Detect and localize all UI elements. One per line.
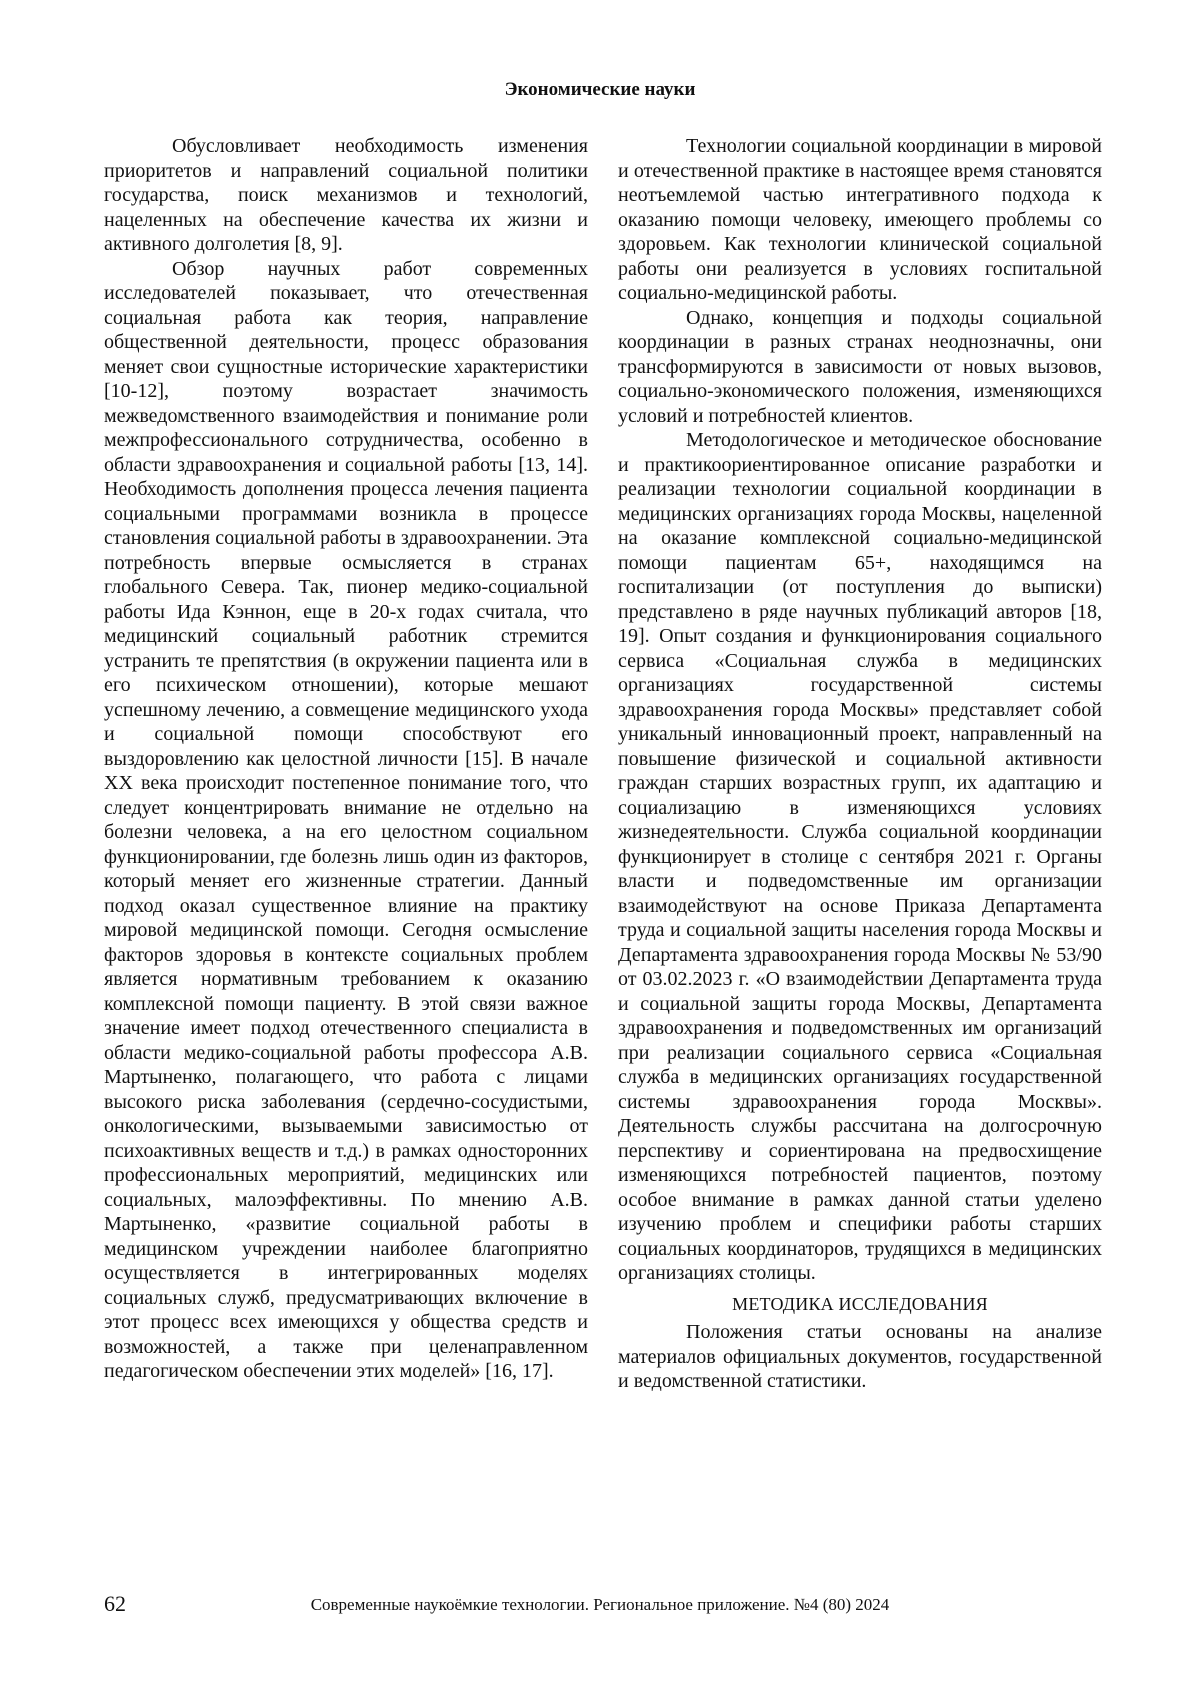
- right-column: [618, 134, 1102, 1394]
- paragraph: Методологическое и методическое обоснование и практикоориентированное описание разработки и реализации технологии социальной координации в медицинских организациях города Москвы, нацеленной на оказание комплексной социально-медицинской помощи пациентам 65+, находящимся на госпитализации (от поступления до выписки) представлено в ряде научных публикаций авторов [18, 19]. Опыт создания и функционирования социального сервиса «Социальная служба в медицинских организациях государственной системы здравоохранения города Москвы» представляет собой уникальный инновационный проект, направленный на повышение физической и социальной активности граждан старших возрастных групп, их адаптацию и социализацию в изменяющихся условиях жизнедеятельности. Служба социальной координации функционирует в столице с сентября 2021 г. Органы власти и подведомственные им организации взаимодействуют на основе Приказа Департамента труда и социальной защиты населения города Москвы и Департамента здравоохранения города Москвы № 53/90 от 03.02.2023 г. «О взаимодействии Департамента труда и социальной защиты города Москвы, Департамента здравоохранения и подведомственных им организаций при реализации социального сервиса «Социальная служба в медицинских организациях государственной системы здравоохранения города Москвы». Деятельность службы рассчитана на долгосрочную перспективу и сориентирована на предвосхищение изменяющихся потребностей пациентов, поэтому особое внимание в рамках данной статьи уделено изучению проблем и специфики работы старших социальных координаторов, трудящихся в медицинских организациях столицы.: [618, 429, 1102, 1284]
- paragraph: Обусловливает необходимость изменения приоритетов и направлений социальной политики государства, поиск механизмов и технологий, нацеленных на обеспечение качества их жизни и активного долголетия [8, 9].: [104, 135, 588, 255]
- paragraph: Однако, концепция и подходы социальной координации в разных странах неоднозначны, они трансформируются в зависимости от новых вызовов, социально-экономического положения, изменяющихся условий и потребностей клиентов.: [618, 306, 1102, 427]
- left-column: [104, 134, 588, 1384]
- paragraph: Обзор научных работ современных исследователей показывает, что отечественная социальная работа как теория, направление общественной деятельности, процесс образования меняет свои сущностные исторические характеристики [10-12], поэтому возрастает значимость межведомственного взаимодействия и понимание роли межпрофессионального сотрудничества, особенно в области здравоохранения и социальной работы [13, 14]. Необходимость дополнения процесса лечения пациента социальными программами возникла в процессе становления социальной работы в здравоохранении. Эта потребность впервые осмысляется в странах глобального Севера. Так, пионер медико-социальной работы Ида Кэннон, еще в 20-х годах считала, что медицинский социальный работник стремится устранить те препятствия (в окружении пациента или в его психическом отношении), которые мешают успешному лечению, а совмещение медицинского ухода и социальной помощи способствуют его выздоровлению как целостной личности [15]. В начале XX века происходит постепенное понимание того, что следует концентрировать внимание не отдельно на болезни человека, а на его целостном социальном функционировании, где болезнь лишь один из факторов, который меняет его жизненные стратегии. Данный подход оказал существенное влияние на практику мировой медицинской помощи. Сегодня осмысление факторов здоровья в контексте социальных проблем является нормативным требованием к оказанию комплексной помощи пациенту. В этой связи важное значение имеет подход отечественного специалиста в области медико-социальной работы профессора А.В. Мартыненко, полагающего, что работа с лицами высокого риска заболевания (сердечно-сосудистыми, онкологическими, вызываемыми зависимостью от психоактивных веществ и т.д.) в рамках односторонних профессиональных мероприятий, медицинских или социальных, малоэффективны. По мнению А.В. Мартыненко, «развитие социальной работы в медицинском учреждении наиболее благоприятно осуществляется в интегрированных моделях социальных служб, предусматривающих включение в этот процесс всех имеющихся у общества средств и возможностей, а также при целенаправленном педагогическом обеспечении этих моделей» [16, 17].: [104, 257, 588, 1382]
- page-number: 62: [104, 1591, 126, 1616]
- paragraph: Положения статьи основаны на анализе материалов официальных документов, государственной и ведомственной статистики.: [618, 1321, 1102, 1392]
- paragraph: Технологии социальной координации в мировой и отечественной практике в настоящее время становятся неотъемлемой частью интегративного подхода к оказанию помощи человеку, имеющего проблемы со здоровьем. Как технологии клинической социальной работы они реализуется в условиях госпитальной социально-медицинской работы.: [618, 135, 1102, 304]
- running-header: Экономические науки: [504, 79, 696, 100]
- page-footer: [0, 1590, 1200, 1620]
- journal-title: Современные наукоёмкие технологии. Региональное приложение. №4 (80) 2024: [310, 1595, 890, 1614]
- section-heading: МЕТОДИКА ИССЛЕДОВАНИЯ: [732, 1293, 988, 1314]
